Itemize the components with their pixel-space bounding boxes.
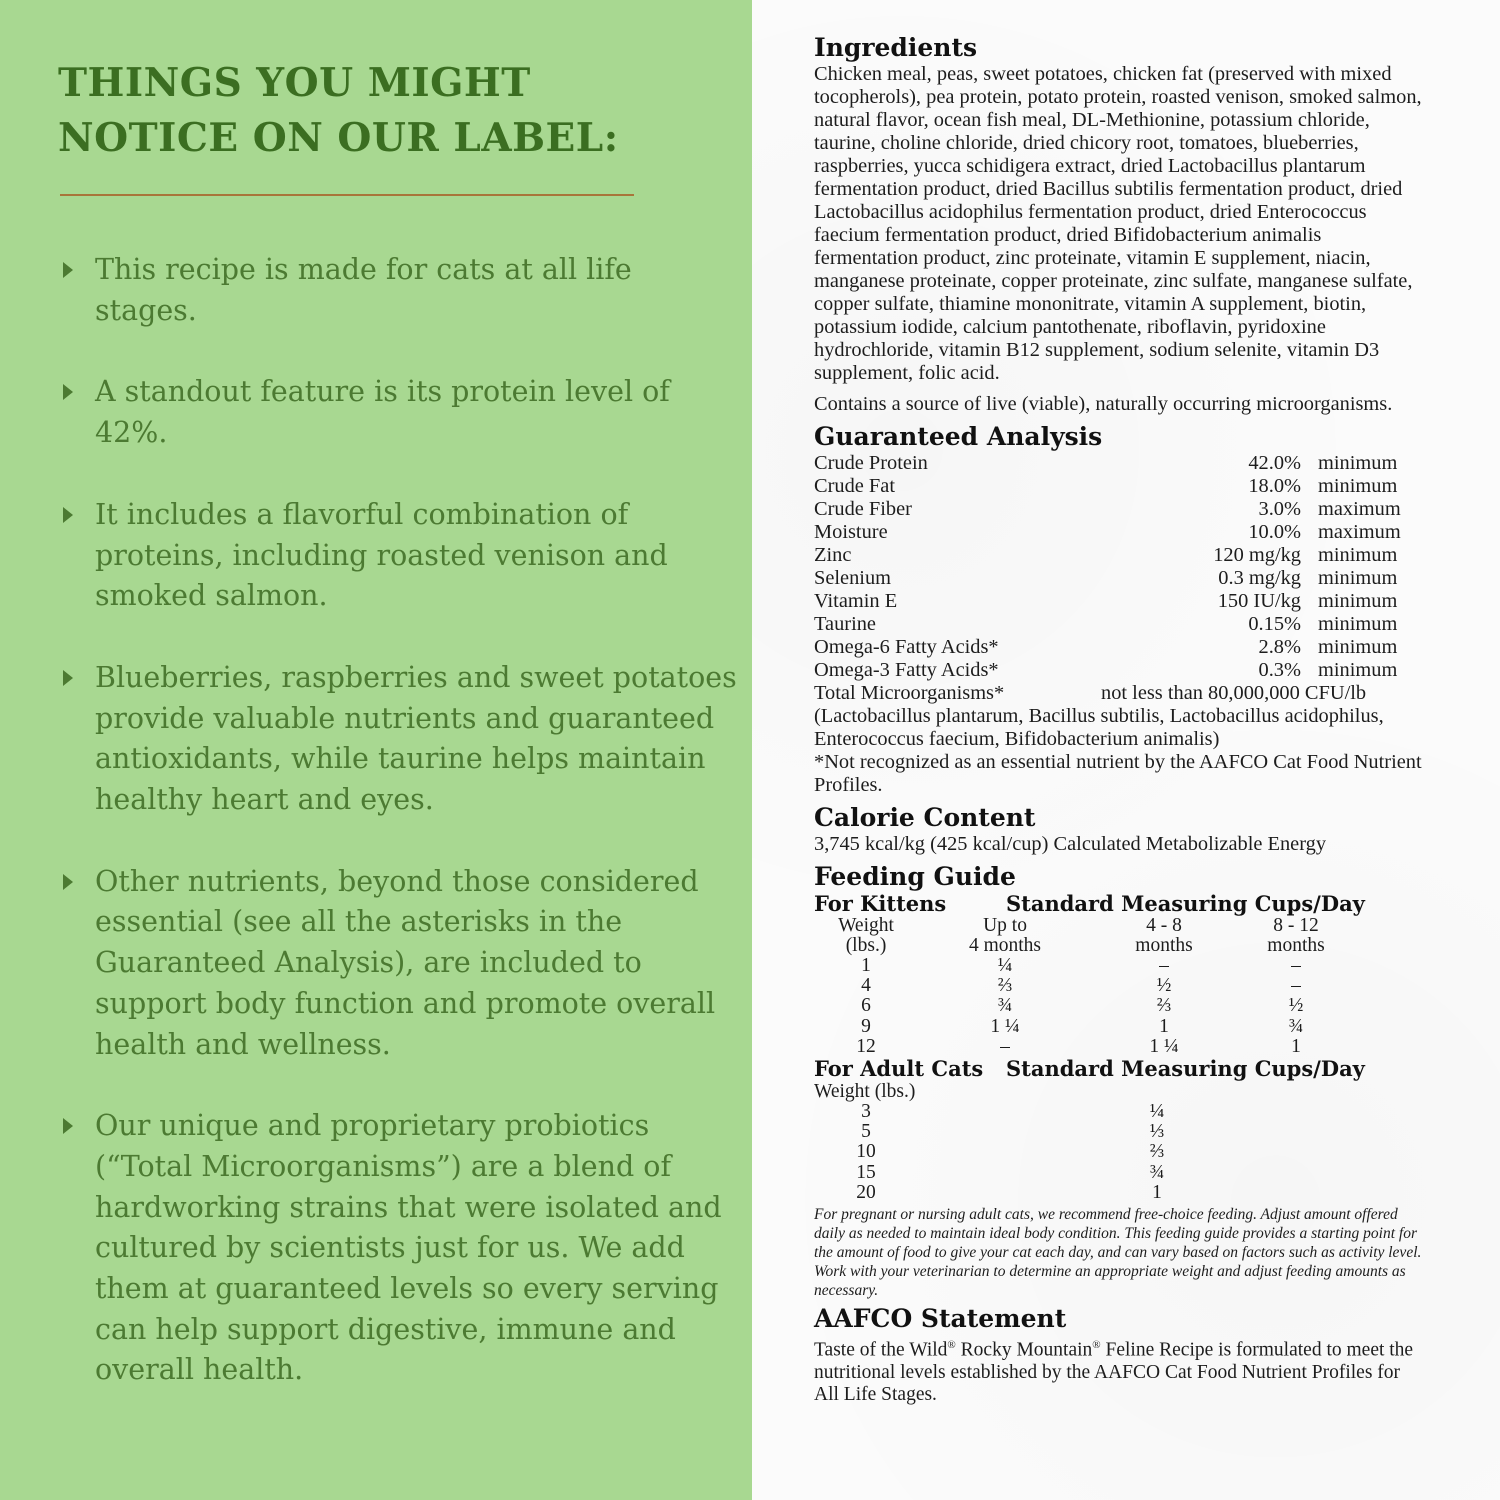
calorie-text: 3,745 kcal/kg (425 kcal/cup) Calculated Metabolizable Energy [814, 833, 1327, 855]
feature-list [60, 250, 740, 1432]
table-cell: ⅔ [1156, 995, 1172, 1017]
table-cell: 1 ¼ [1149, 1035, 1179, 1057]
table-row [814, 976, 1424, 996]
feature-text: Our unique and proprietary probiotics (“Total Microorganisms”) are a blend of hardworking strains that were isolated and cultured by scientists just for us. We add them at guaranteed levels so every serving can help support digestive, immune and overall health. [95, 1109, 722, 1387]
feature-text: Blueberries, raspberries and sweet potatoes provide valuable nutrients and guaranteed antioxidants, while taurine helps maintain healthy heart and eyes. [95, 660, 737, 817]
nutrient-qualifier: minimum [1318, 452, 1398, 474]
table-row [814, 567, 1424, 590]
column-header: months [1135, 935, 1193, 956]
nutrient-name: Taurine [814, 613, 876, 635]
kittens-header [814, 892, 1424, 916]
table-cell: – [1000, 1035, 1010, 1057]
nutrient-name: Zinc [814, 544, 852, 566]
nutrient-name: Crude Protein [814, 452, 928, 474]
nutrient-qualifier: minimum [1318, 590, 1398, 612]
feature-item [60, 250, 740, 331]
table-row [814, 682, 1424, 705]
nutrient-name: Total Microorganisms* [814, 682, 1005, 704]
triangle-bullet-icon [63, 670, 73, 686]
nutrient-value: 3.0% [1258, 498, 1301, 520]
table-cell: – [1291, 975, 1301, 997]
cups-label: Standard Measuring Cups/Day [1006, 891, 1365, 916]
feature-text: This recipe is made for cats at all life stages. [95, 253, 632, 327]
adult-weight-label: Weight (lbs.) [814, 1081, 916, 1103]
table-cell: ¼ [1149, 1101, 1165, 1123]
nutrient-name: Omega-6 Fatty Acids* [814, 636, 999, 658]
table-row [814, 452, 1424, 475]
nutrient-name: Crude Fiber [814, 498, 912, 520]
table-row [814, 1142, 1424, 1162]
table-row [814, 956, 1424, 976]
nutrient-name: Omega-3 Fatty Acids* [814, 659, 999, 681]
ingredients-text: Chicken meal, peas, sweet potatoes, chicken fat (preserved with mixed tocopherols), pea protein, potato protein, roasted venison, smoked salmon, natural flavor, ocean fish meal, DL-Methionine, potassium chloride, taurine, choline chloride, dried chicory root, tomatoes, blueberries, raspberries, yucca schidigera extract, dried Lactobacillus plantarum fermentation product, dried Bacillus subtilis fermentation product, dried Lactobacillus acidophilus fermentation product, dried Enterococcus faecium fermentation product, dried Bifidobacterium animalis fermentation product, zinc proteinate, vitamin E supplement, niacin, manganese proteinate, copper proteinate, zinc sulfate, manganese sulfate, copper sulfate, thiamine mononitrate, vitamin A supplement, biotin, potassium iodide, calcium pantothenate, riboflavin, pyridoxine hydrochloride, vitamin B12 supplement, sodium selenite, vitamin D3 supplement, folic acid. [814, 63, 1422, 384]
feature-text: It includes a flavorful combination of proteins, including roasted venison and smoked salmon. [95, 497, 668, 613]
table-cell: 20 [856, 1181, 876, 1203]
table-cell: 1 ¼ [990, 1015, 1020, 1037]
nutrient-qualifier: maximum [1318, 521, 1401, 543]
aafco-text [814, 1334, 1424, 1406]
table-cell: ¾ [1149, 1161, 1165, 1183]
table-cell: 12 [856, 1035, 876, 1057]
nutrient-qualifier: minimum [1318, 613, 1398, 635]
table-cell: 6 [861, 995, 871, 1017]
feature-text: Other nutrients, beyond those considered essential (see all the asterisks in the Guaranteed Analysis), are included to support body function and promote overall health and wellness. [95, 864, 716, 1061]
nutrient-qualifier: minimum [1318, 567, 1398, 589]
table-row [814, 636, 1424, 659]
aafco-statement-text: Feline Recipe is formulated to meet the nutritional levels established by the AAFCO Cat Food Nutrient Profiles for All Life Stages. [814, 1339, 1414, 1405]
table-row [814, 1017, 1424, 1037]
column-header: 4 months [968, 935, 1042, 956]
table-row [814, 1122, 1424, 1142]
table-row [814, 659, 1424, 682]
registered-mark: ® [1092, 1339, 1101, 1352]
nutrient-qualifier: minimum [1318, 544, 1398, 566]
table-row [814, 590, 1424, 613]
brand-name: Taste of the Wild [814, 1339, 948, 1361]
column-header: 8 - 12 [1273, 915, 1319, 936]
nutrient-value: 150 IU/kg [1217, 590, 1301, 612]
calorie-heading: Calorie Content [814, 803, 1036, 832]
table-cell: ¾ [1288, 1015, 1304, 1037]
triangle-bullet-icon [63, 1118, 73, 1134]
table-cell: 9 [861, 1015, 871, 1037]
nutrient-value: 10.0% [1248, 521, 1301, 543]
page-headline: THINGS YOU MIGHT NOTICE ON OUR LABEL: [58, 60, 619, 161]
microorganisms-note: Contains a source of live (viable), naturally occurring microorganisms. [814, 393, 1393, 415]
nutrition-label [814, 33, 1424, 1406]
triangle-bullet-icon [63, 874, 73, 890]
table-cell: ½ [1156, 975, 1172, 997]
table-cell: – [1291, 955, 1301, 976]
nutrient-name: Vitamin E [814, 590, 898, 612]
table-cell: ⅔ [997, 975, 1013, 997]
feature-item [60, 862, 740, 1066]
table-cell: ¾ [997, 995, 1013, 1017]
feature-text: A standout feature is its protein level of 42%. [95, 375, 670, 450]
adult-header [814, 1057, 1424, 1081]
feeding-note: For pregnant or nursing adult cats, we recommend free-choice feeding. Adjust amount offered daily as needed to maintain ideal body condition. This feeding guide provides a starting point for the amount of food to give your cat each day, and can vary based on factors such as activity level. Work with your veterinarian to determine an appropriate weight and adjust feeding amounts as necessary. [814, 1206, 1422, 1300]
nutrient-value: 42.0% [1248, 452, 1301, 474]
column-header: (lbs.) [845, 935, 887, 956]
table-cell: 4 [861, 975, 871, 997]
table-row [814, 1163, 1424, 1183]
nutrient-name: Crude Fat [814, 475, 895, 497]
table-cell: 5 [861, 1121, 871, 1143]
kitten-column-headers [814, 936, 1424, 956]
analysis-footnote: *Not recognized as an essential nutrient by the AAFCO Cat Food Nutrient Profiles. [814, 751, 1422, 796]
analysis-table [814, 452, 1424, 705]
strain-list: (Lactobacillus plantarum, Bacillus subtilis, Lactobacillus acidophilus, Enterococcus faecium, Bifidobacterium animalis) [814, 705, 1384, 750]
divider-rule [60, 194, 634, 196]
table-row [814, 1183, 1424, 1203]
table-row [814, 498, 1424, 521]
table-cell: ⅓ [1149, 1121, 1165, 1143]
table-cell: 10 [856, 1141, 876, 1163]
column-header: Up to [983, 915, 1027, 936]
table-cell: 1 [861, 955, 871, 976]
table-cell: 15 [856, 1161, 876, 1183]
table-cell: 1 [1159, 1015, 1169, 1037]
table-cell: 1 [1291, 1035, 1301, 1057]
nutrient-value: 2.8% [1258, 636, 1301, 658]
triangle-bullet-icon [63, 384, 73, 400]
nutrient-value: 0.15% [1248, 613, 1301, 635]
nutrient-qualifier: minimum [1318, 636, 1398, 658]
triangle-bullet-icon [63, 262, 73, 278]
column-header: Weight [838, 915, 894, 936]
analysis-heading: Guaranteed Analysis [814, 422, 1103, 451]
feeding-heading: Feeding Guide [814, 862, 1016, 891]
table-cell: – [1159, 955, 1169, 976]
triangle-bullet-icon [63, 507, 73, 523]
table-cell: ⅔ [1149, 1141, 1165, 1163]
table-row [814, 544, 1424, 567]
table-row [814, 996, 1424, 1016]
column-header: 4 - 8 [1146, 915, 1182, 936]
kittens-label: For Kittens [814, 891, 947, 916]
feature-item [60, 658, 740, 821]
aafco-heading: AAFCO Statement [814, 1304, 1067, 1334]
nutrient-qualifier: maximum [1318, 498, 1401, 520]
feature-item [60, 372, 740, 453]
table-cell: ¼ [997, 955, 1013, 976]
table-row [814, 1102, 1424, 1122]
registered-mark: ® [947, 1339, 956, 1352]
table-row [814, 613, 1424, 636]
table-row [814, 521, 1424, 544]
table-cell: 1 [1152, 1181, 1162, 1203]
ingredients-heading: Ingredients [814, 33, 978, 62]
nutrient-value: not less than 80,000,000 CFU/lb [1101, 682, 1367, 704]
nutrient-name: Moisture [814, 521, 888, 543]
table-cell: 3 [861, 1101, 871, 1123]
cups-label: Standard Measuring Cups/Day [1006, 1056, 1365, 1082]
nutrient-qualifier: minimum [1318, 475, 1398, 497]
feature-item [60, 495, 740, 617]
nutrient-value: 18.0% [1248, 475, 1301, 497]
nutrient-qualifier: minimum [1318, 659, 1398, 681]
table-row [814, 475, 1424, 498]
nutrient-value: 0.3% [1258, 659, 1301, 681]
table-cell: ½ [1288, 995, 1304, 1017]
adult-label: For Adult Cats [814, 1056, 984, 1082]
feature-item [60, 1106, 740, 1391]
column-header: months [1267, 935, 1325, 956]
product-line: Rocky Mountain [960, 1339, 1093, 1361]
nutrient-value: 120 mg/kg [1213, 544, 1301, 566]
nutrient-value: 0.3 mg/kg [1218, 567, 1301, 589]
table-row [814, 1037, 1424, 1057]
kitten-column-headers [814, 916, 1424, 936]
nutrient-name: Selenium [814, 567, 892, 589]
